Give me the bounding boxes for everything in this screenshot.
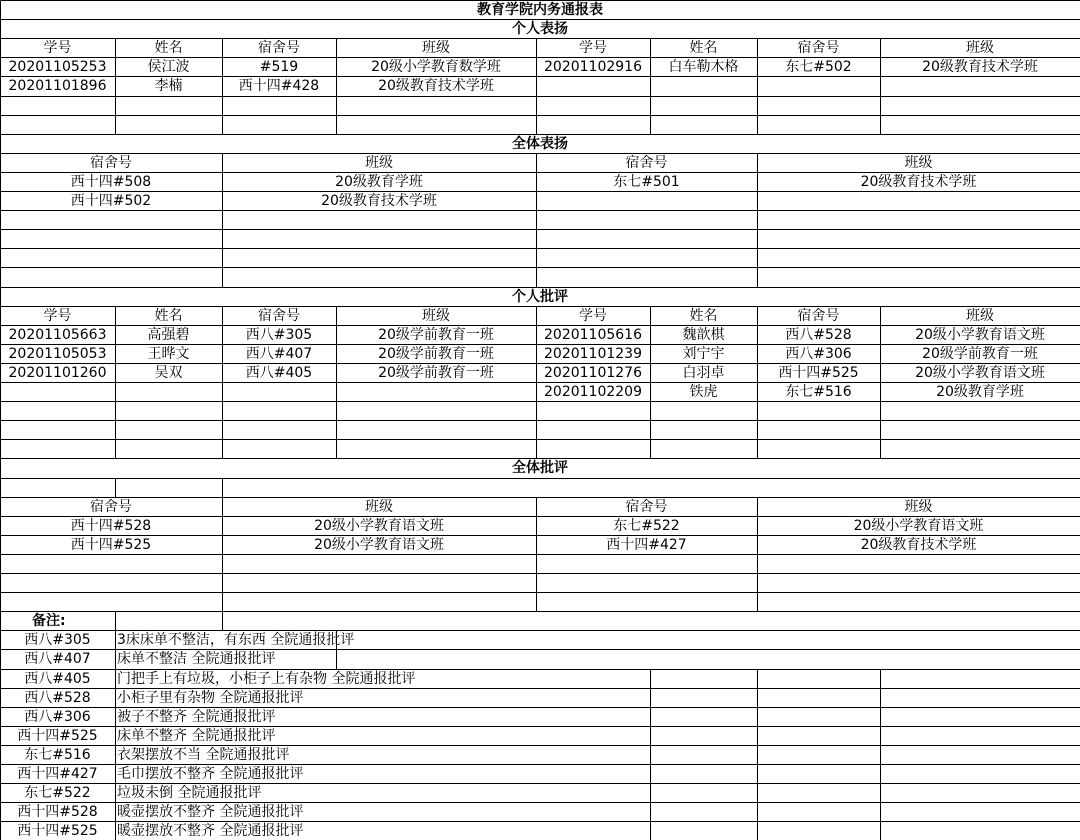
report-title: 教育学院内务通报表 [477, 2, 603, 18]
remark-text-cell: 暖壶摆放不整齐 全院通报批评 [117, 823, 304, 839]
remark-text-cell: 床单不整洁 全院通报批评 [117, 651, 276, 667]
header-name: 姓名 [689, 308, 718, 324]
student-id-cell: 20201105253 [8, 59, 107, 75]
remark-dorm-cell: 西十四#528 [17, 804, 98, 820]
dorm-cell: 西十四#525 [70, 537, 152, 553]
remark-dorm-cell: 西八#306 [24, 709, 91, 725]
header-class: 班级 [904, 155, 933, 171]
student-id-cell: 20201102209 [544, 384, 642, 400]
remark-text-cell: 毛巾摆放不整齐 全院通报批评 [117, 766, 304, 782]
header-dorm: 宿舍号 [258, 308, 300, 324]
student-name-cell: 王晔文 [147, 346, 190, 362]
dorm-cell: 西八#305 [245, 327, 313, 343]
class-cell: 20级小学教育语文班 [915, 327, 1045, 343]
header-name: 姓名 [689, 40, 718, 56]
header-name: 姓名 [154, 308, 183, 324]
dorm-cell: 西八#407 [245, 346, 313, 362]
section-group-criticism: 全体批评 [512, 460, 568, 476]
header-dorm: 宿舍号 [625, 155, 668, 171]
header-dorm: 宿舍号 [797, 308, 840, 324]
header-dorm: 宿舍号 [90, 499, 132, 515]
class-cell: 20级学前教育一班 [378, 365, 494, 381]
header-dorm: 宿舍号 [90, 155, 132, 171]
header-dorm: 宿舍号 [625, 499, 668, 515]
dorm-cell: 西八#306 [785, 346, 852, 362]
remark-text-cell: 小柜子里有杂物 全院通报批评 [117, 690, 304, 706]
student-name-cell: 刘宁宇 [682, 346, 725, 362]
student-id-cell: 20201101896 [8, 78, 107, 94]
class-cell: 20级小学教育语文班 [314, 537, 444, 553]
dorm-cell: 东七#502 [785, 59, 852, 75]
dorm-cell: 东七#501 [613, 174, 680, 190]
header-class: 班级 [904, 499, 933, 515]
student-name-cell: 铁虎 [689, 384, 718, 400]
class-cell: 20级教育技术学班 [860, 174, 977, 190]
dorm-cell: 西十四#525 [778, 365, 859, 381]
student-id-cell: 20201105616 [544, 327, 642, 343]
dorm-cell: 东七#516 [785, 384, 852, 400]
class-cell: 20级教育技术学班 [922, 59, 1038, 75]
remark-dorm-cell: 西十四#525 [17, 728, 98, 744]
header-student-id: 学号 [579, 308, 607, 324]
remark-text-cell: 被子不整齐 全院通报批评 [117, 709, 276, 725]
class-cell: 20级小学教育语文班 [915, 365, 1045, 381]
class-cell: 20级教育学班 [936, 384, 1024, 400]
remark-dorm-cell: 东七#522 [24, 785, 91, 801]
dorm-cell: #519 [259, 59, 299, 75]
remark-dorm-cell: 西十四#427 [17, 766, 98, 782]
student-name-cell: 侯江波 [147, 59, 190, 75]
header-class: 班级 [365, 155, 393, 171]
header-class: 班级 [422, 40, 450, 56]
header-class: 班级 [966, 40, 994, 56]
remark-dorm-cell: 西八#407 [24, 651, 91, 667]
class-cell: 20级学前教育一班 [378, 346, 494, 362]
remark-dorm-cell: 西十四#525 [17, 823, 98, 839]
class-cell: 20级小学教育语文班 [314, 518, 444, 534]
student-id-cell: 20201101276 [544, 365, 642, 381]
header-name: 姓名 [154, 40, 183, 56]
dorm-cell: 西十四#502 [70, 193, 152, 209]
remarks-label: 备注: [32, 613, 66, 629]
remark-dorm-cell: 西八#305 [24, 632, 91, 648]
section-individual-praise: 个人表扬 [512, 21, 568, 37]
section-group-praise: 全体表扬 [512, 136, 568, 152]
student-id-cell: 20201105053 [8, 346, 107, 362]
header-dorm: 宿舍号 [797, 40, 840, 56]
header-student-id: 学号 [43, 308, 72, 324]
class-cell: 20级教育技术学班 [860, 537, 977, 553]
dorm-cell: 西十四#528 [70, 518, 152, 534]
dorm-cell: 西八#405 [245, 365, 313, 381]
class-cell: 20级学前教育一班 [922, 346, 1038, 362]
class-cell: 20级学前教育一班 [378, 327, 494, 343]
remark-dorm-cell: 东七#516 [24, 747, 91, 763]
class-cell: 20级教育技术学班 [378, 78, 494, 94]
header-student-id: 学号 [579, 40, 607, 56]
section-individual-criticism: 个人批评 [512, 289, 568, 305]
class-cell: 20级小学教育语文班 [853, 518, 984, 534]
student-id-cell: 20201101239 [544, 346, 642, 362]
remark-text-cell: 3床床单不整洁，有东西 全院通报批评 [117, 632, 355, 648]
dorm-cell: 西十四#508 [70, 174, 152, 190]
student-name-cell: 魏歆棋 [682, 327, 725, 343]
header-dorm: 宿舍号 [258, 40, 300, 56]
student-name-cell: 吴双 [154, 365, 183, 381]
student-id-cell: 20201105663 [8, 327, 107, 343]
student-id-cell: 20201102916 [544, 59, 642, 75]
remark-text-cell: 暖壶摆放不整齐 全院通报批评 [117, 804, 304, 820]
header-class: 班级 [966, 308, 994, 324]
class-cell: 20级教育技术学班 [321, 193, 437, 209]
remark-text-cell: 垃圾未倒 全院通报批评 [117, 785, 262, 801]
dorm-cell: 东七#522 [613, 518, 680, 534]
remark-dorm-cell: 西八#405 [24, 671, 91, 687]
remark-dorm-cell: 西八#528 [24, 690, 91, 706]
header-student-id: 学号 [43, 40, 72, 56]
header-class: 班级 [422, 308, 450, 324]
remark-text-cell: 门把手上有垃圾，小柜子上有杂物 全院通报批评 [117, 671, 416, 687]
student-name-cell: 白车勒木格 [668, 59, 739, 75]
student-name-cell: 高强碧 [147, 327, 190, 343]
remark-text-cell: 床单不整齐 全院通报批评 [117, 728, 276, 744]
dorm-cell: 西十四#428 [238, 78, 320, 94]
student-name-cell: 白羽卓 [682, 365, 725, 381]
student-name-cell: 李楠 [154, 78, 183, 94]
remark-text-cell: 衣架摆放不当 全院通报批评 [117, 747, 290, 763]
dorm-cell: 西十四#427 [606, 537, 687, 553]
class-cell: 20级小学教育数学班 [371, 59, 501, 75]
dorm-cell: 西八#528 [785, 327, 852, 343]
class-cell: 20级教育学班 [335, 174, 423, 190]
student-id-cell: 20201101260 [8, 365, 107, 381]
header-class: 班级 [365, 499, 393, 515]
